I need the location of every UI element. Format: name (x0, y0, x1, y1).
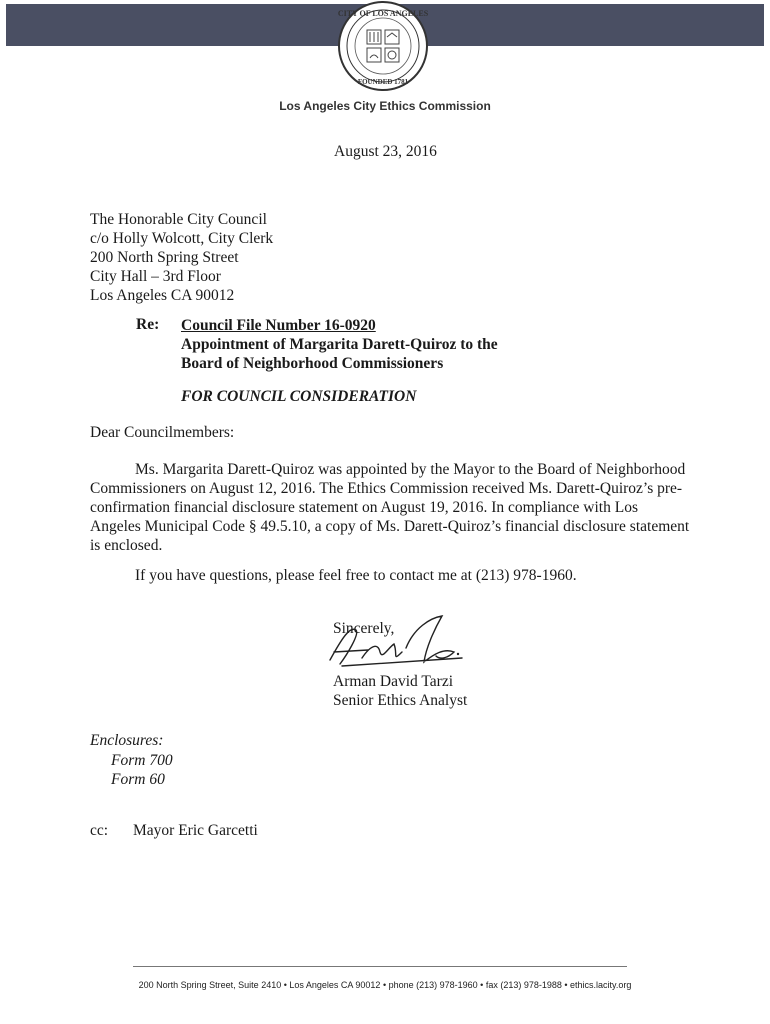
consideration-note: FOR COUNCIL CONSIDERATION (181, 388, 417, 405)
address-line: Los Angeles CA 90012 (90, 287, 235, 304)
paragraph-line: Commissioners on August 12, 2016. The Ethics Commission received Ms. Darett-Quiroz’s pre- (90, 480, 683, 497)
cc-label: cc: (90, 822, 109, 839)
footer-divider (133, 966, 627, 967)
signer-name: Arman David Tarzi (333, 673, 454, 690)
enclosure-item: Form 700 (111, 751, 173, 769)
seal-top-text: CITY OF LOS ANGELES (337, 9, 429, 18)
enclosures-label: Enclosures: (90, 732, 164, 749)
subject-line: Appointment of Margarita Darett-Quiroz to the (181, 336, 498, 353)
council-file-number: Council File Number 16-0920 (181, 317, 376, 334)
paragraph-line: is enclosed. (90, 537, 163, 554)
letter-date: August 23, 2016 (334, 143, 437, 160)
enclosure-item: Form 60 (111, 771, 165, 788)
city-seal-logo (337, 0, 429, 92)
recipient-address (90, 210, 273, 305)
signer-title: Senior Ethics Analyst (333, 692, 468, 709)
organization-name: Los Angeles City Ethics Commission (279, 99, 491, 113)
subject-block (181, 316, 498, 373)
subject-line: Board of Neighborhood Commissioners (181, 355, 444, 372)
address-line: City Hall – 3rd Floor (90, 268, 221, 285)
paragraph-line: confirmation financial disclosure statement on August 19, 2016. In compliance with Los (90, 499, 638, 516)
seal-bottom-text: FOUNDED 1781 (357, 78, 409, 86)
body-paragraph-2 (90, 566, 690, 585)
footer-contact: 200 North Spring Street, Suite 2410 • Los Angeles CA 90012 • phone (213) 978-1960 • fax (213) 978-1988 • ethics.lacity.org (138, 980, 632, 990)
closing: Sincerely, (333, 620, 395, 637)
signer-block (333, 672, 467, 710)
address-line: 200 North Spring Street (90, 249, 239, 266)
address-line: c/o Holly Wolcott, City Clerk (90, 230, 274, 247)
paragraph-line: Ms. Margarita Darett-Quiroz was appointed by the Mayor to the Board of Neighborhood (135, 461, 686, 478)
address-line: The Honorable City Council (90, 211, 267, 228)
cc-recipient: Mayor Eric Garcetti (133, 822, 258, 839)
body-paragraph-1 (90, 460, 690, 555)
salutation: Dear Councilmembers: (90, 424, 235, 441)
handwritten-signature (322, 608, 472, 680)
paragraph-line: If you have questions, please feel free to contact me at (213) 978-1960. (135, 567, 577, 584)
paragraph-line: Angeles Municipal Code § 49.5.10, a copy of Ms. Darett-Quiroz’s financial disclosure statement (90, 518, 690, 535)
re-label: Re: (136, 316, 160, 333)
enclosures (90, 731, 173, 790)
